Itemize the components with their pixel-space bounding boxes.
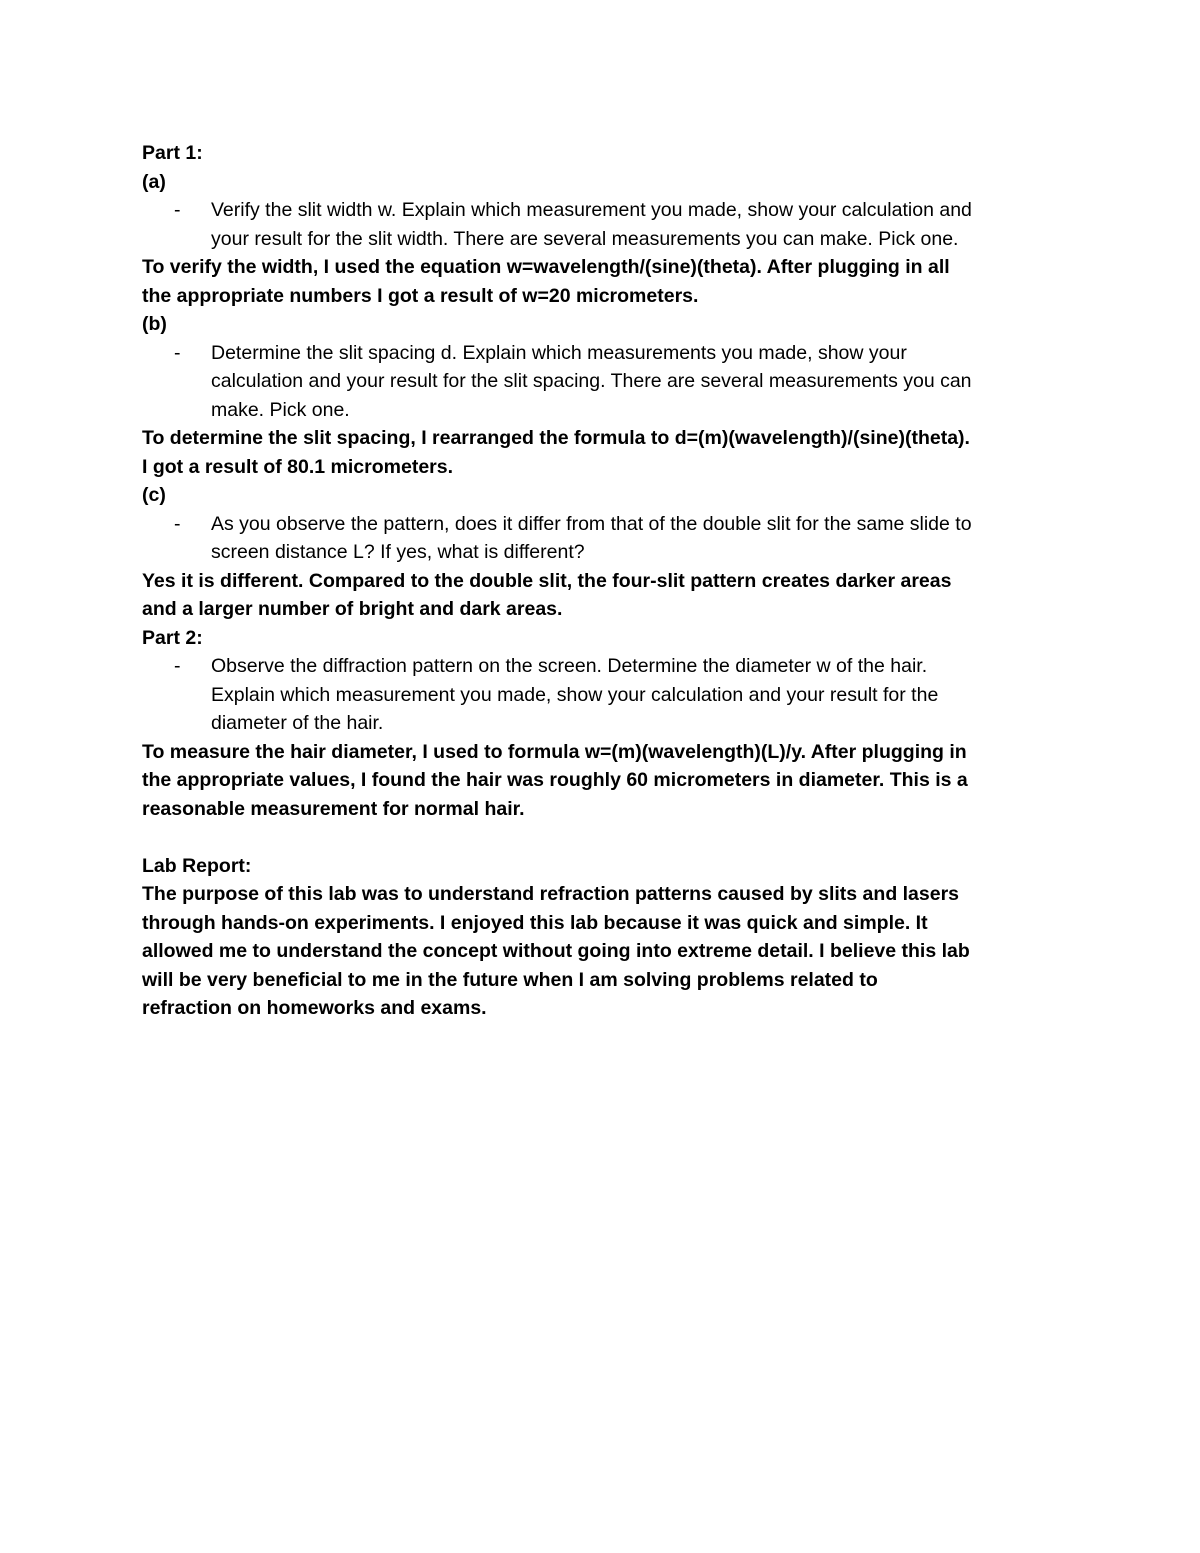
- lab-report-line: The purpose of this lab was to understand refraction patterns caused by slits and lasers: [142, 883, 960, 905]
- lab-report-heading: Lab Report:: [142, 854, 252, 877]
- part1-b-label: (b): [142, 313, 167, 335]
- question-line: diameter of the hair.: [211, 712, 384, 734]
- bullet-dash: -: [174, 512, 181, 535]
- answer-line: reasonable measurement for normal hair.: [142, 797, 525, 820]
- question-line: Determine the slit spacing d. Explain which measurements you made, show your: [211, 341, 907, 364]
- part1-b-question: [142, 339, 1072, 425]
- answer-line: the appropriate numbers I got a result of w=20 micrometers.: [142, 284, 699, 307]
- part2-heading: Part 2:: [142, 626, 203, 649]
- bullet-dash: -: [174, 199, 181, 221]
- part1-c-question: [142, 510, 1072, 567]
- blank-line: [142, 823, 1072, 852]
- lab-report-line: refraction on homeworks and exams.: [142, 997, 487, 1019]
- bullet-dash: -: [174, 655, 181, 677]
- part1-heading: Part 1:: [142, 142, 203, 164]
- question-line: Observe the diffraction pattern on the screen. Determine the diameter w of the hair.: [211, 655, 928, 677]
- part2-question: [142, 652, 1072, 738]
- question-line: make. Pick one.: [211, 398, 350, 421]
- part1-c-label: (c): [142, 484, 166, 506]
- question-line: screen distance L? If yes, what is different?: [211, 541, 585, 563]
- question-line: your result for the slit width. There are several measurements you can make. Pick one.: [211, 227, 959, 250]
- answer-line: Yes it is different. Compared to the double slit, the four-slit pattern creates darker areas: [142, 569, 952, 592]
- bullet-dash: -: [174, 341, 181, 364]
- question-line: Verify the slit width w. Explain which measurement you made, show your calculation and: [211, 199, 972, 221]
- answer-line: and a larger number of bright and dark areas.: [142, 598, 563, 620]
- question-line: As you observe the pattern, does it differ from that of the double slit for the same slide to: [211, 512, 972, 535]
- lab-report-line: allowed me to understand the concept without going into extreme detail. I believe this lab: [142, 940, 970, 962]
- part1-a-label: (a): [142, 170, 166, 193]
- question-line: Explain which measurement you made, show your calculation and your result for the: [211, 683, 939, 706]
- answer-line: the appropriate values, I found the hair was roughly 60 micrometers in diameter. This is a: [142, 769, 968, 791]
- lab-report-line: will be very beneficial to me in the future when I am solving problems related to: [142, 968, 878, 991]
- part1-a-question: [142, 196, 1072, 253]
- document-page: [142, 139, 1072, 1023]
- lab-report-line: through hands-on experiments. I enjoyed this lab because it was quick and simple. It: [142, 911, 928, 934]
- answer-line: I got a result of 80.1 micrometers.: [142, 455, 454, 478]
- answer-line: To measure the hair diameter, I used to formula w=(m)(wavelength)(L)/y. After plugging in: [142, 740, 967, 763]
- answer-line: To verify the width, I used the equation w=wavelength/(sine)(theta). After plugging in all: [142, 256, 950, 278]
- answer-line: To determine the slit spacing, I rearranged the formula to d=(m)(wavelength)/(sine)(theta).: [142, 427, 970, 449]
- question-line: calculation and your result for the slit spacing. There are several measurements you can: [211, 370, 972, 392]
